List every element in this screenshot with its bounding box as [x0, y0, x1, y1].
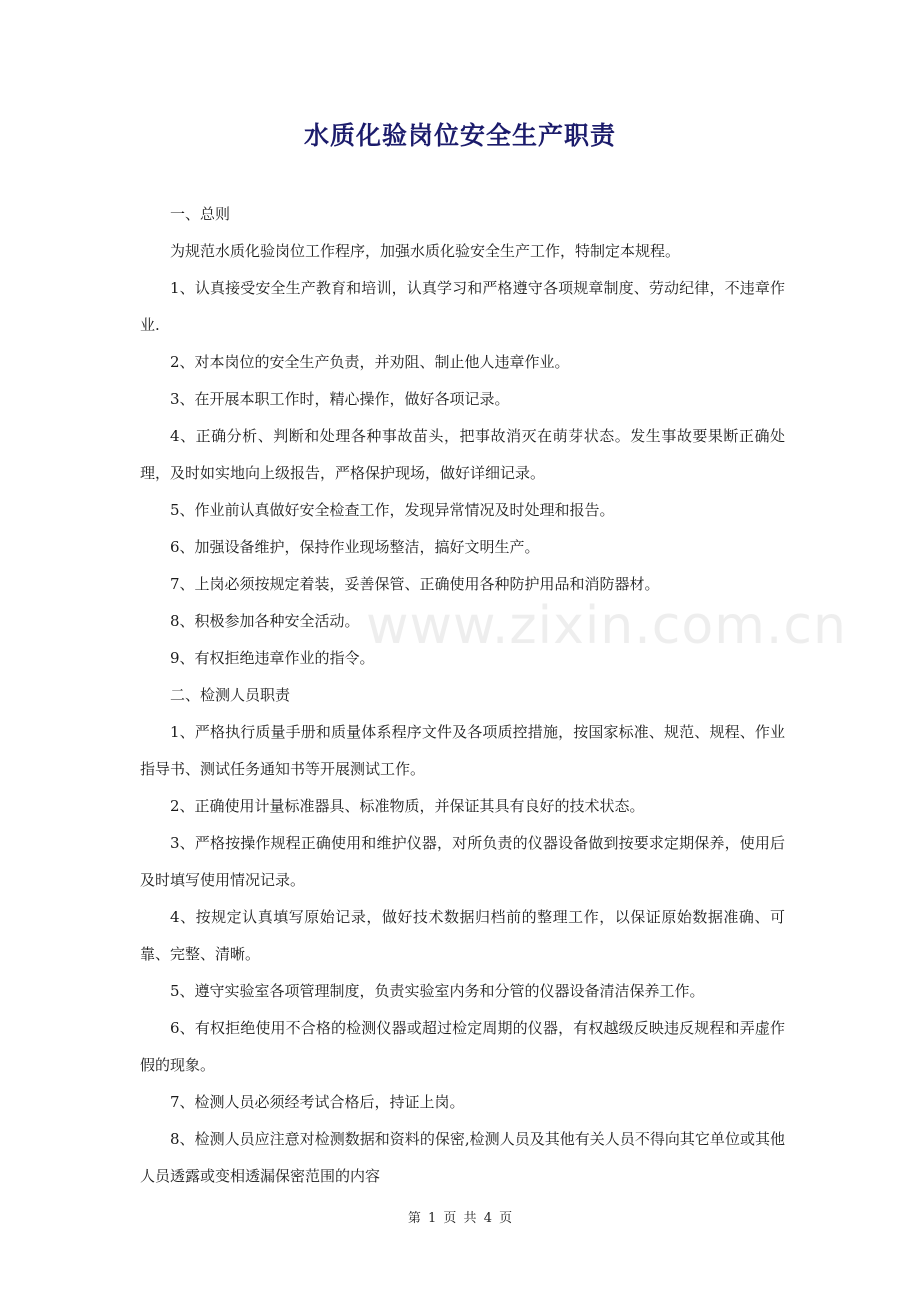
watermark: www.zixin.com.cn	[366, 596, 847, 656]
paragraph-item: 6、加强设备维护，保持作业现场整洁，搞好文明生产。	[170, 538, 540, 556]
paragraph-item: 9、有权拒绝违章作业的指令。	[170, 649, 375, 667]
page-number-footer: 第 1 页 共 4 页	[407, 1211, 513, 1226]
document-title: 水质化验岗位安全生产职责	[303, 121, 616, 150]
section-heading-general: 一、总则	[170, 205, 231, 223]
document-body	[140, 196, 785, 1195]
paragraph-item: 8、检测人员应注意对检测数据和资料的保密,检测人员及其他有关人员不得向其它单位或其他人员透露或变相透漏保密范围的内容	[140, 1130, 785, 1185]
paragraph-item: 6、有权拒绝使用不合格的检测仪器或超过检定周期的仪器，有权越级反映违反规程和弄虚作假的现象。	[140, 1019, 785, 1074]
paragraph-item: 5、遵守实验室各项管理制度，负责实验室内务和分管的仪器设备清洁保养工作。	[170, 982, 705, 1000]
paragraph-item: 7、上岗必须按规定着装，妥善保管、正确使用各种防护用品和消防器材。	[170, 575, 660, 593]
paragraph-item: 2、对本岗位的安全生产负责，并劝阻、制止他人违章作业。	[170, 353, 570, 371]
paragraph-item: 8、积极参加各种安全活动。	[170, 612, 360, 630]
paragraph-item: 4、按规定认真填写原始记录，做好技术数据归档前的整理工作，以保证原始数据准确、可靠、完整、清晰。	[140, 908, 785, 963]
paragraph-item: 3、严格按操作规程正确使用和维护仪器，对所负责的仪器设备做到按要求定期保养，使用后及时填写使用情况记录。	[140, 834, 785, 889]
section-heading-inspectors: 二、检测人员职责	[170, 686, 291, 704]
paragraph-item: 7、检测人员必须经考试合格后，持证上岗。	[170, 1093, 465, 1111]
paragraph-item: 5、作业前认真做好安全检查工作，发现异常情况及时处理和报告。	[170, 501, 615, 519]
paragraph-item: 4、正确分析、判断和处理各种事故苗头，把事故消灭在萌芽状态。发生事故要果断正确处理，及时如实地向上级报告，严格保护现场，做好详细记录。	[140, 427, 785, 482]
paragraph-item: 1、严格执行质量手册和质量体系程序文件及各项质控措施，按国家标准、规范、规程、作业指导书、测试任务通知书等开展测试工作。	[140, 723, 785, 778]
paragraph-item: 1、认真接受安全生产教育和培训，认真学习和严格遵守各项规章制度、劳动纪律，不违章作业.	[140, 279, 785, 334]
paragraph-intro: 为规范水质化验岗位工作程序，加强水质化验安全生产工作，特制定本规程。	[170, 242, 681, 260]
paragraph-item: 3、在开展本职工作时，精心操作，做好各项记录。	[170, 390, 510, 408]
paragraph-item: 2、正确使用计量标准器具、标准物质，并保证其具有良好的技术状态。	[170, 797, 645, 815]
